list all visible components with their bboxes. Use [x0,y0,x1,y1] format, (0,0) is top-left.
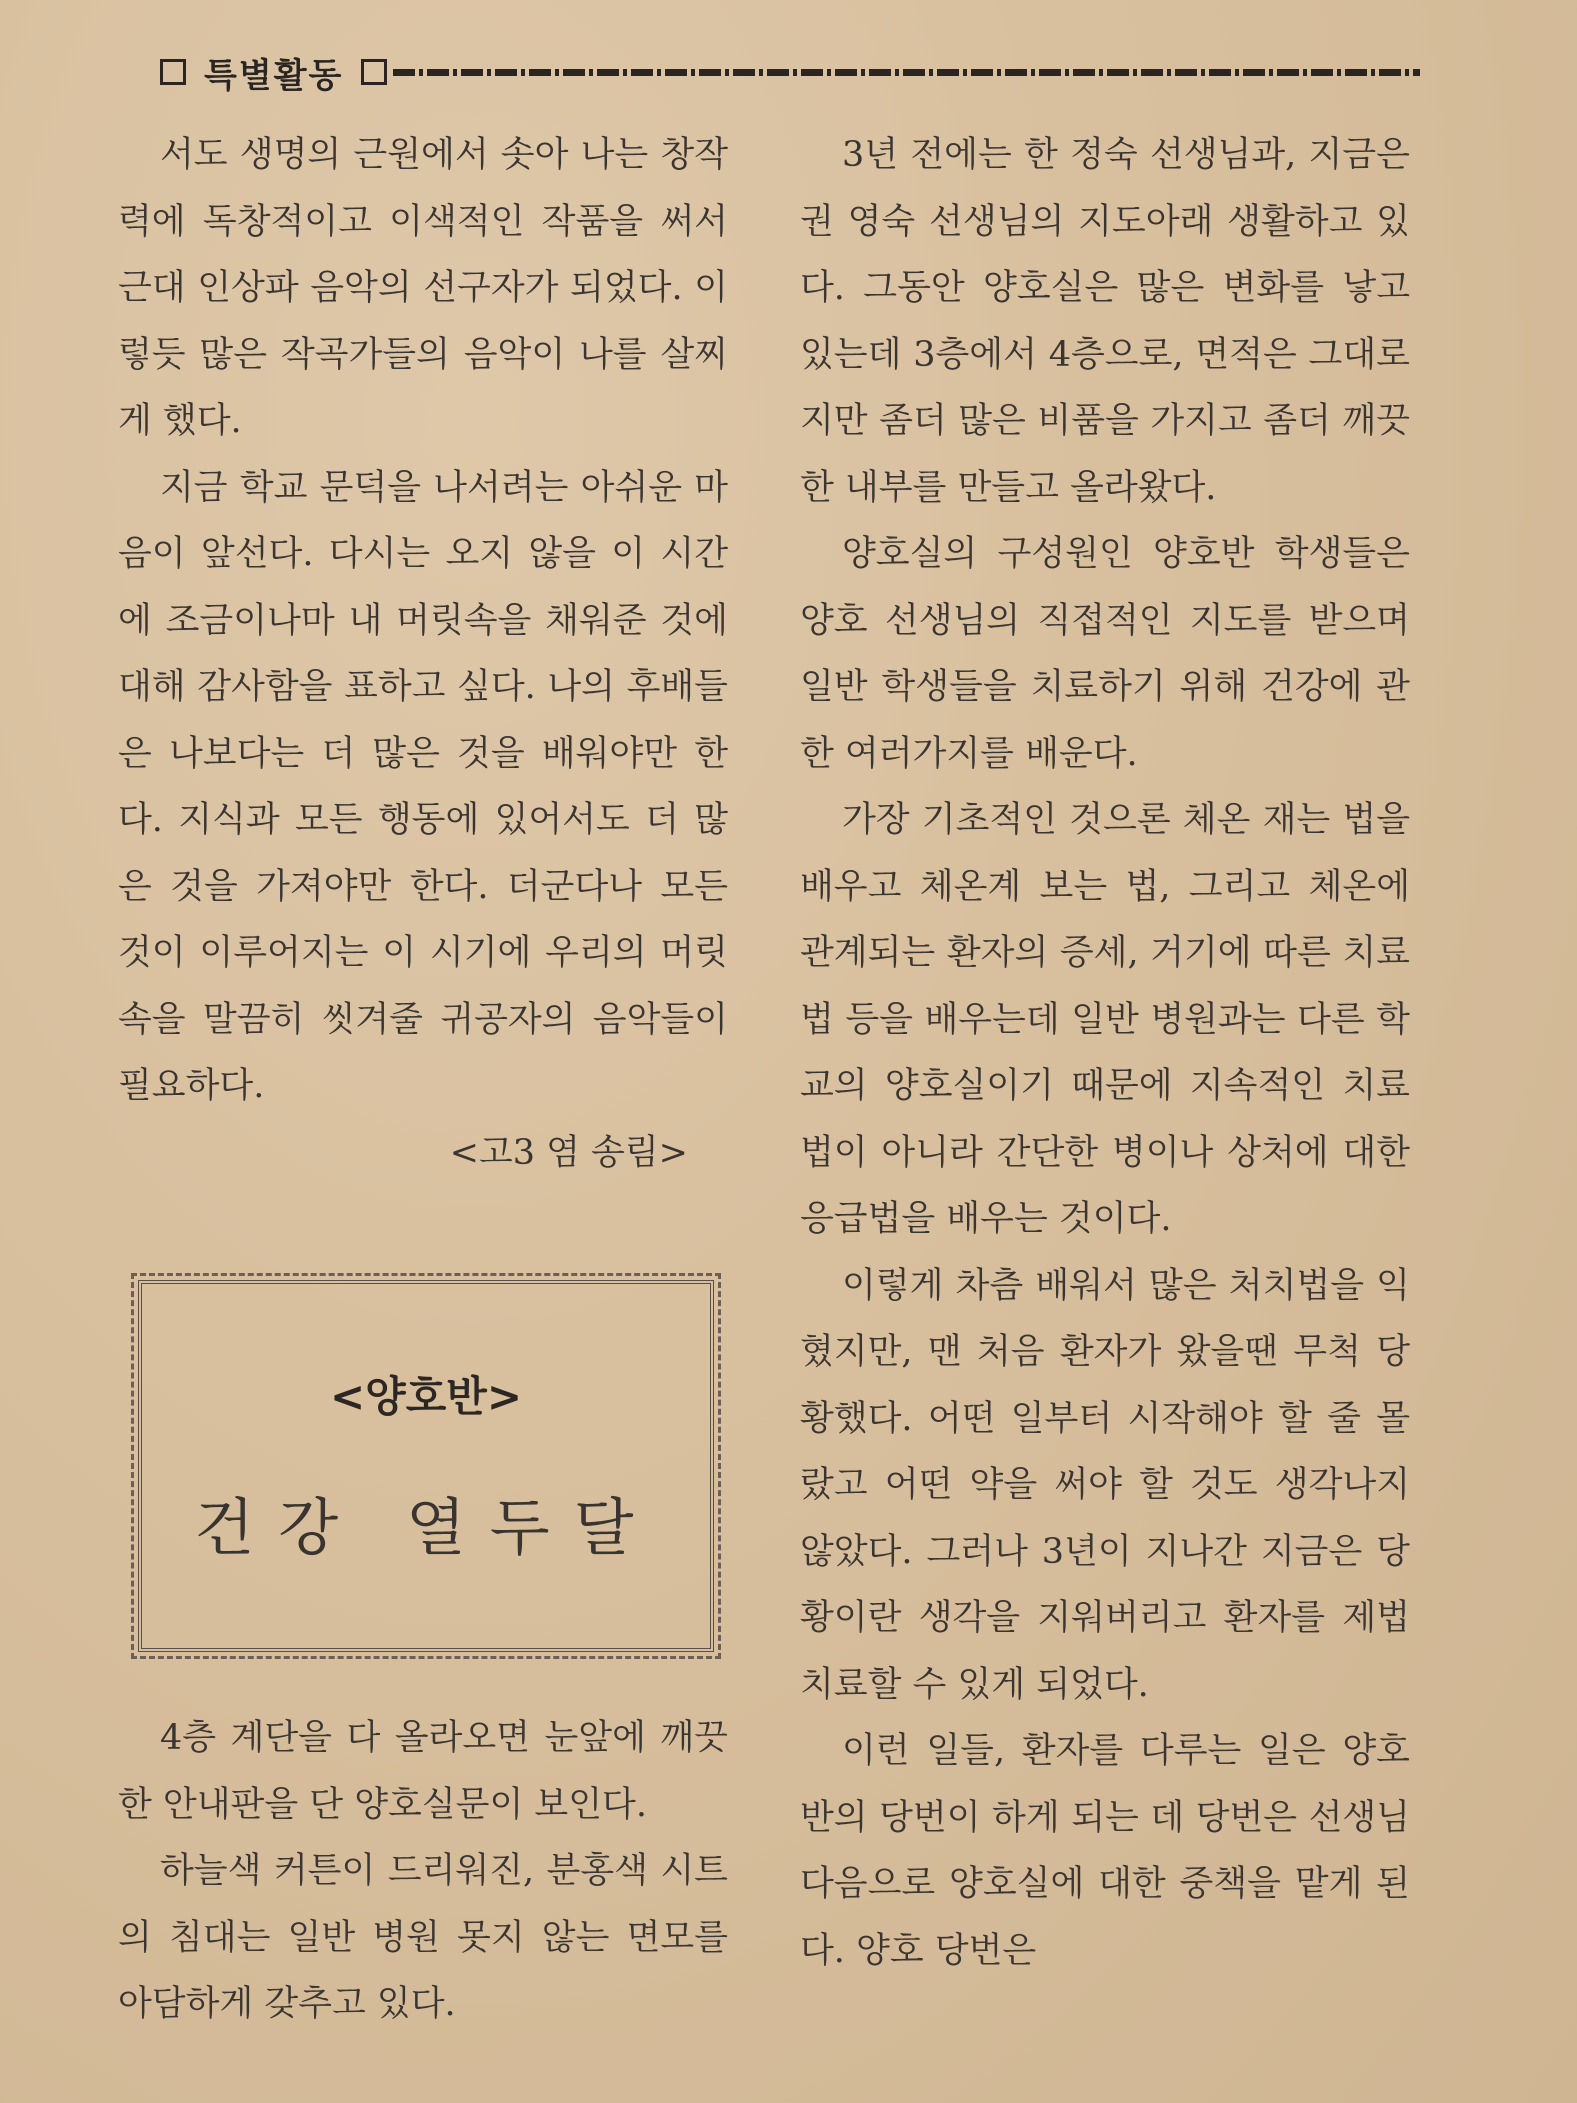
paragraph: 3년 전에는 한 정숙 선생님과, 지금은 권 영숙 선생님의 지도아래 생활하고 있다. 그동안 양호실은 많은 변화를 낳고 있는데 3층에서 4층으로, 면적은 그대로지만 좀더 많은 비품을 가지고 좀더 깨끗한 내부를 만들고 올라왔다. [800,135,1410,508]
paragraph: 지금 학교 문덕을 나서려는 아쉬운 마음이 앞선다. 다시는 오지 않을 이 시간에 조금이나마 내 머릿속을 채워준 것에 대해 감사함을 표하고 싶다. 나의 후배들은 나보다는 더 많은 것을 배워야만 한다. 지식과 모든 행동에 있어서도 더 많은 것을 가져야만 한다. 더군다나 모든 것이 이루어지는 이 시기에 우리의 머릿속을 말끔히 씻겨줄 귀공자의 음악들이 필요하다. [118,467,728,1106]
checkbox-square-icon [160,59,186,85]
paragraph: 양호실의 구성원인 양호반 학생들은 양호 선생님의 직접적인 지도를 받으며 일반 학생들을 치료하기 위해 건강에 관한 여러가지를 배운다. [800,534,1410,774]
article-subtitle: <양호반> [329,1372,523,1421]
paragraph: 4층 계단을 다 올라오면 눈앞에 깨끗한 안내판을 단 양호실문이 보인다. [118,1718,728,1825]
author-signature: <고3 염 송림> [449,1132,688,1173]
paragraph: 서도 생명의 근원에서 솟아 나는 창작력에 독창적이고 이색적인 작품을 써서 근대 인상파 음악의 선구자가 되었다. 이렇듯 많은 작곡가들의 음악이 나를 살찌게 했다. [118,135,728,441]
paragraph: 가장 기초적인 것으론 체온 재는 법을 배우고 체온계 보는 법, 그리고 체온에 관계되는 환자의 증세, 거기에 따른 치료법 등을 배우는데 일반 병원과는 다른 학교의 양호실이기 때문에 지속적인 치료법이 아니라 간단한 병이나 상처에 대한 응급법을 배우는 것이다. [800,800,1410,1239]
paragraph: 이런 일들, 환자를 다루는 일은 양호반의 당번이 하게 되는 데 당번은 선생님 다음으로 양호실에 대한 중책을 맡게 된다. 양호 당번은 [800,1731,1410,1971]
section-header [160,42,1420,102]
right-column [800,122,1410,1984]
paragraph: 이렇게 차츰 배워서 많은 처치법을 익혔지만, 맨 처음 환자가 왔을땐 무척 당황했다. 어떤 일부터 시작해야 할 줄 몰랐고 어떤 약을 써야 할 것도 생각나지 않았다. 그러나 3년이 지나간 지금은 당황이란 생각을 지워버리고 환자를 제법 치료할 수 있게 되었다. [800,1265,1410,1705]
paragraph: 하늘색 커튼이 드리워진, 분홍색 시트의 침대는 일반 병원 못지 않는 면모를 아담하게 갖추고 있다. [118,1851,728,2024]
header-rule [393,69,1420,76]
checkbox-square-icon [361,59,387,85]
section-title: 특별활동 [204,55,344,96]
article-title: 건강 열두달 [194,1491,658,1564]
left-column-bottom [118,1705,728,2038]
left-column [118,122,728,1186]
article-title-box [138,1280,714,1652]
